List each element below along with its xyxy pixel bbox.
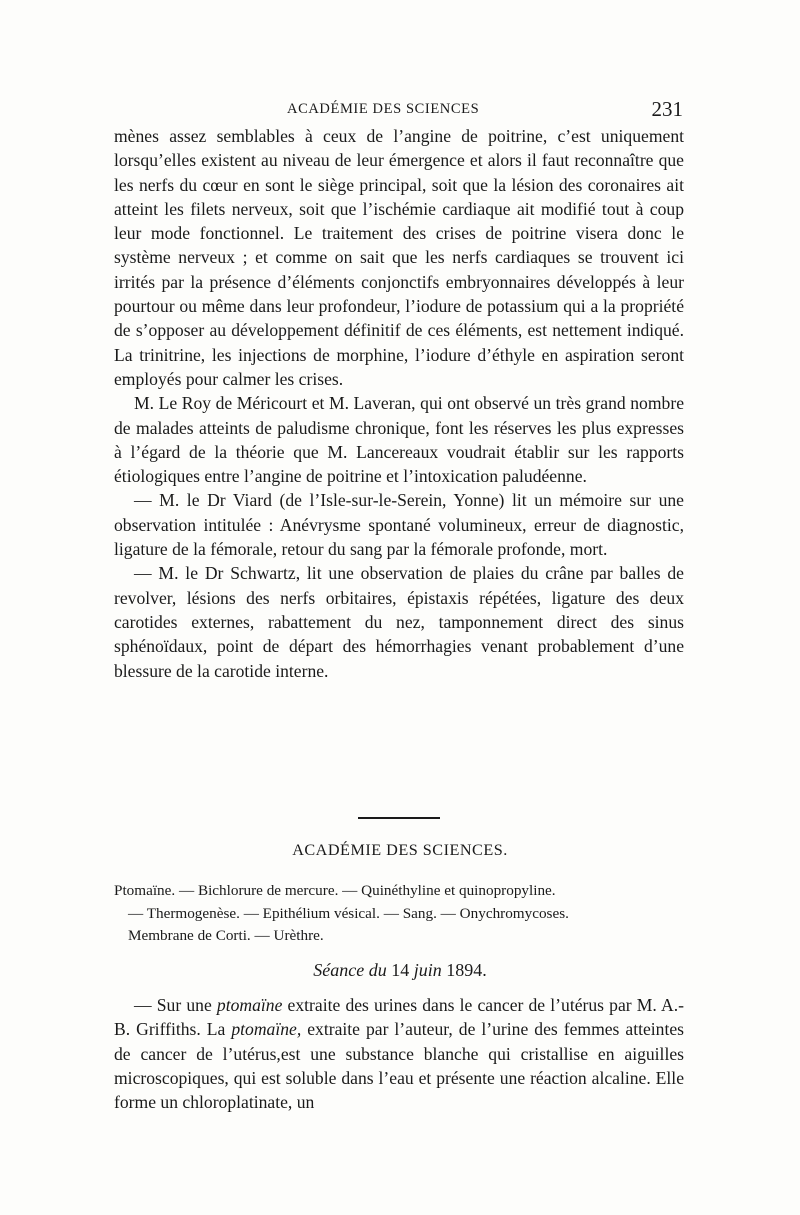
section-summary — [114, 880, 686, 948]
summary-line: Ptomaïne. — Bichlorure de mercure. — Quinéthyline et quinopropyline. — [114, 882, 556, 899]
term-ptomaine: ptomaïne — [216, 995, 283, 1015]
paragraph-angina-treatment: mènes assez semblables à ceux de l’angine de poitrine, c’est uniquement lorsqu’elles existent au niveau de leur émergence et alors il faut reconnaître que les nerfs du cœur en sont le siège principal, soit que la lésion des coronaires ait atteint les filets nerveux, soit que l’ischémie cardiaque ait modifié tout à coup leur mode fonctionnel. Le traitement des crises de poitrine visera donc le système nerveux ; et comme on sait que les nerfs cardiaques se trouvent ici irrités par la présence d’éléments conjonctifs embryonnaires développés à leur pourtour ou même dans leur profondeur, l’iodure de potassium qui a la propriété de s’opposer au développement définitif de ces éléments, est nettement indiqué. La trinitrine, les injections de morphine, l’iodure d’éthyle en aspiration seront employés pour calmer les crises. — [114, 126, 684, 389]
session-day: 14 — [391, 960, 410, 980]
paragraph-viard-memoir: — M. le Dr Viard (de l’Isle-sur-le-Serein, Yonne) lit un mémoire sur une observation intitulée : Anévrysme spontané volumineux, erreur de diagnostic, ligature de la fémorale, retour du sang par la fémorale profonde, mort. — [114, 490, 684, 560]
body-text-bottom — [114, 993, 684, 1114]
paragraph-schwartz-observation: — M. le Dr Schwartz, lit une observation de plaies du crâne par balles de revolver, lésions des nerfs orbitaires, épistaxis répétées, ligature des deux carotides externes, rabattement du nez, tamponnement direct des sinus sphénoïdaux, point de départ des hémorrhagies venant probablement d’une blessure de la carotide interne. — [114, 563, 684, 681]
body-text-top — [114, 124, 684, 683]
session-date — [0, 960, 800, 981]
page-number: 231 — [651, 97, 683, 121]
paragraph-paludism-reserves: M. Le Roy de Méricourt et M. Laveran, qui ont observé un très grand nombre de malades atteints de paludisme chronique, font les réserves les plus expresses à l’égard de la théorie que M. Lancereaux voudrait établir sur les rapports étiologiques entre l’angine de poitrine et l’intoxication paludéenne. — [114, 393, 684, 487]
ptomaine-description: extraite par l’auteur, de l’urine des femmes atteintes de cancer de l’utérus,est une substance blanche qui cristallise en aiguilles microscopiques, qui est soluble dans l’eau et présente une réaction alcaline. Elle forme un chloroplatinate, un — [114, 1019, 685, 1113]
running-head — [117, 97, 683, 123]
running-title: ACADÉMIE DES SCIENCES — [287, 101, 480, 117]
section-divider — [358, 817, 440, 819]
summary-line: — Thermogenèse. — Epithélium vésical. — Sang. — Onychromycoses. — [128, 904, 569, 922]
session-month: juin — [413, 960, 442, 980]
ptomaine-source: extraite des urines dans le cancer de l’utérus par M. A.-B. Griffiths. La — [114, 995, 684, 1040]
paragraph-ptomaine — [114, 993, 684, 1114]
summary-line: Membrane de Corti. — Urèthre. — [128, 927, 324, 944]
section-title: ACADÉMIE DES SCIENCES. — [292, 841, 508, 859]
session-prefix: Séance du — [313, 960, 387, 980]
session-year: 1894. — [446, 960, 487, 980]
ptomaine-intro: — Sur une — [134, 995, 212, 1015]
term-ptomaine-2: ptomaïne, — [231, 1019, 302, 1040]
